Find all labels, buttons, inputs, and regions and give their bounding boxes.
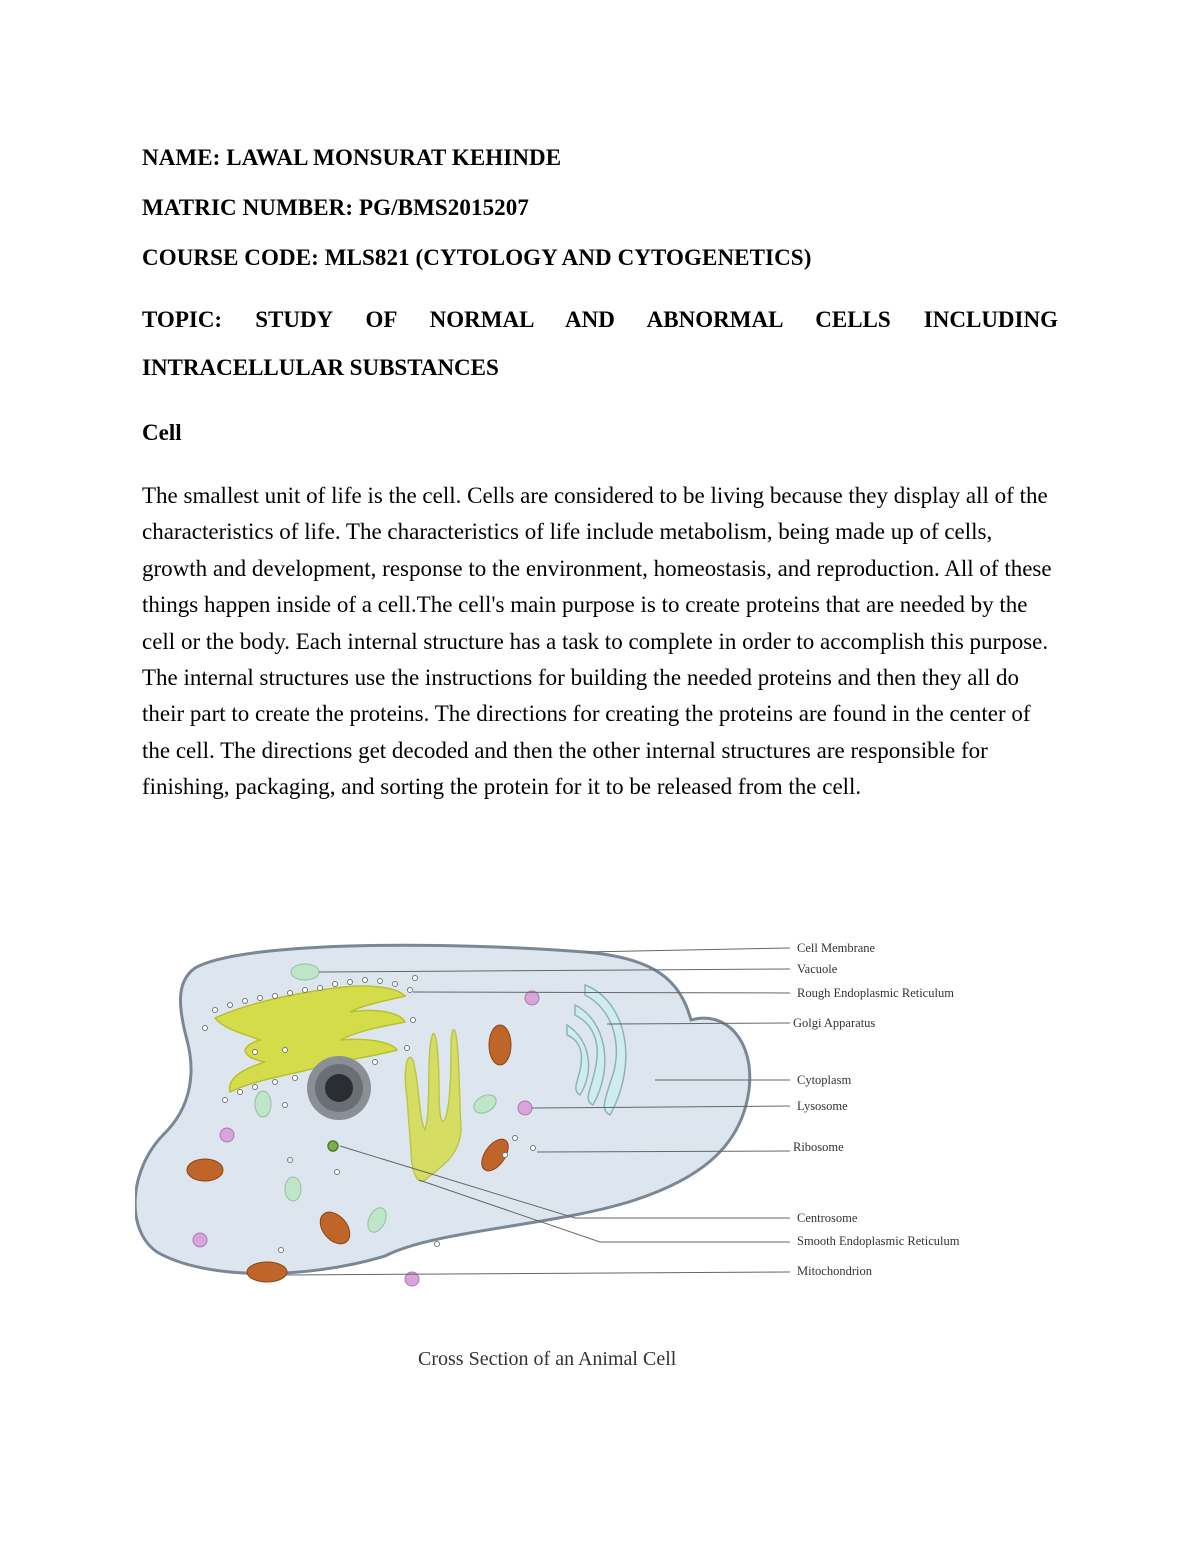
section-title: Cell xyxy=(142,420,182,445)
matric-number: MATRIC NUMBER: PG/BMS2015207 xyxy=(142,195,529,220)
label-cytoplasm: Cytoplasm xyxy=(797,1073,852,1087)
student-name: NAME: LAWAL MONSURAT KEHINDE xyxy=(142,145,562,170)
topic-line-2: INTRACELLULAR SUBSTANCES xyxy=(142,355,499,380)
topic-heading xyxy=(142,296,1058,392)
animal-cell-diagram xyxy=(135,930,1015,1310)
nucleus-shape xyxy=(307,1056,371,1120)
label-centrosome: Centrosome xyxy=(797,1211,858,1225)
figure-caption: Cross Section of an Animal Cell xyxy=(418,1348,677,1370)
label-vacuole: Vacuole xyxy=(797,962,838,976)
course-code: COURSE CODE: MLS821 (CYTOLOGY AND CYTOGENETICS) xyxy=(142,245,812,270)
label-golgi: Golgi Apparatus xyxy=(793,1016,876,1030)
label-smooth-er: Smooth Endoplasmic Reticulum xyxy=(797,1234,960,1248)
centrosome-shape xyxy=(328,1141,338,1151)
topic-line-1: TOPIC: STUDY OF NORMAL AND ABNORMAL CELLS INCLUDING xyxy=(142,307,1058,332)
label-cell-membrane: Cell Membrane xyxy=(797,941,876,955)
label-lysosome: Lysosome xyxy=(797,1099,848,1113)
label-ribosome: Ribosome xyxy=(793,1140,844,1154)
body-paragraph: The smallest unit of life is the cell. Cells are considered to be living because they display all of the characteristics of life. The characteristics of life include metabolism, being made up of cells, growth and development, response to the environment, homeostasis, and reproduction. All of these things happen inside of a cell.The cell's main purpose is to create proteins that are needed by the cell or the body. Each internal structure has a task to complete in order to accomplish this purpose. The internal structures use the instructions for building the needed proteins and then they all do their part to create the proteins. The directions for creating the proteins are found in the center of the cell. The directions get decoded and then the other internal structures are responsible for finishing, packaging, and sorting the protein for it to be released from the cell. xyxy=(142,483,1052,800)
label-mitochondrion: Mitochondrion xyxy=(797,1264,872,1278)
label-rough-er: Rough Endoplasmic Reticulum xyxy=(797,986,954,1000)
cell-membrane-shape xyxy=(135,945,750,1273)
